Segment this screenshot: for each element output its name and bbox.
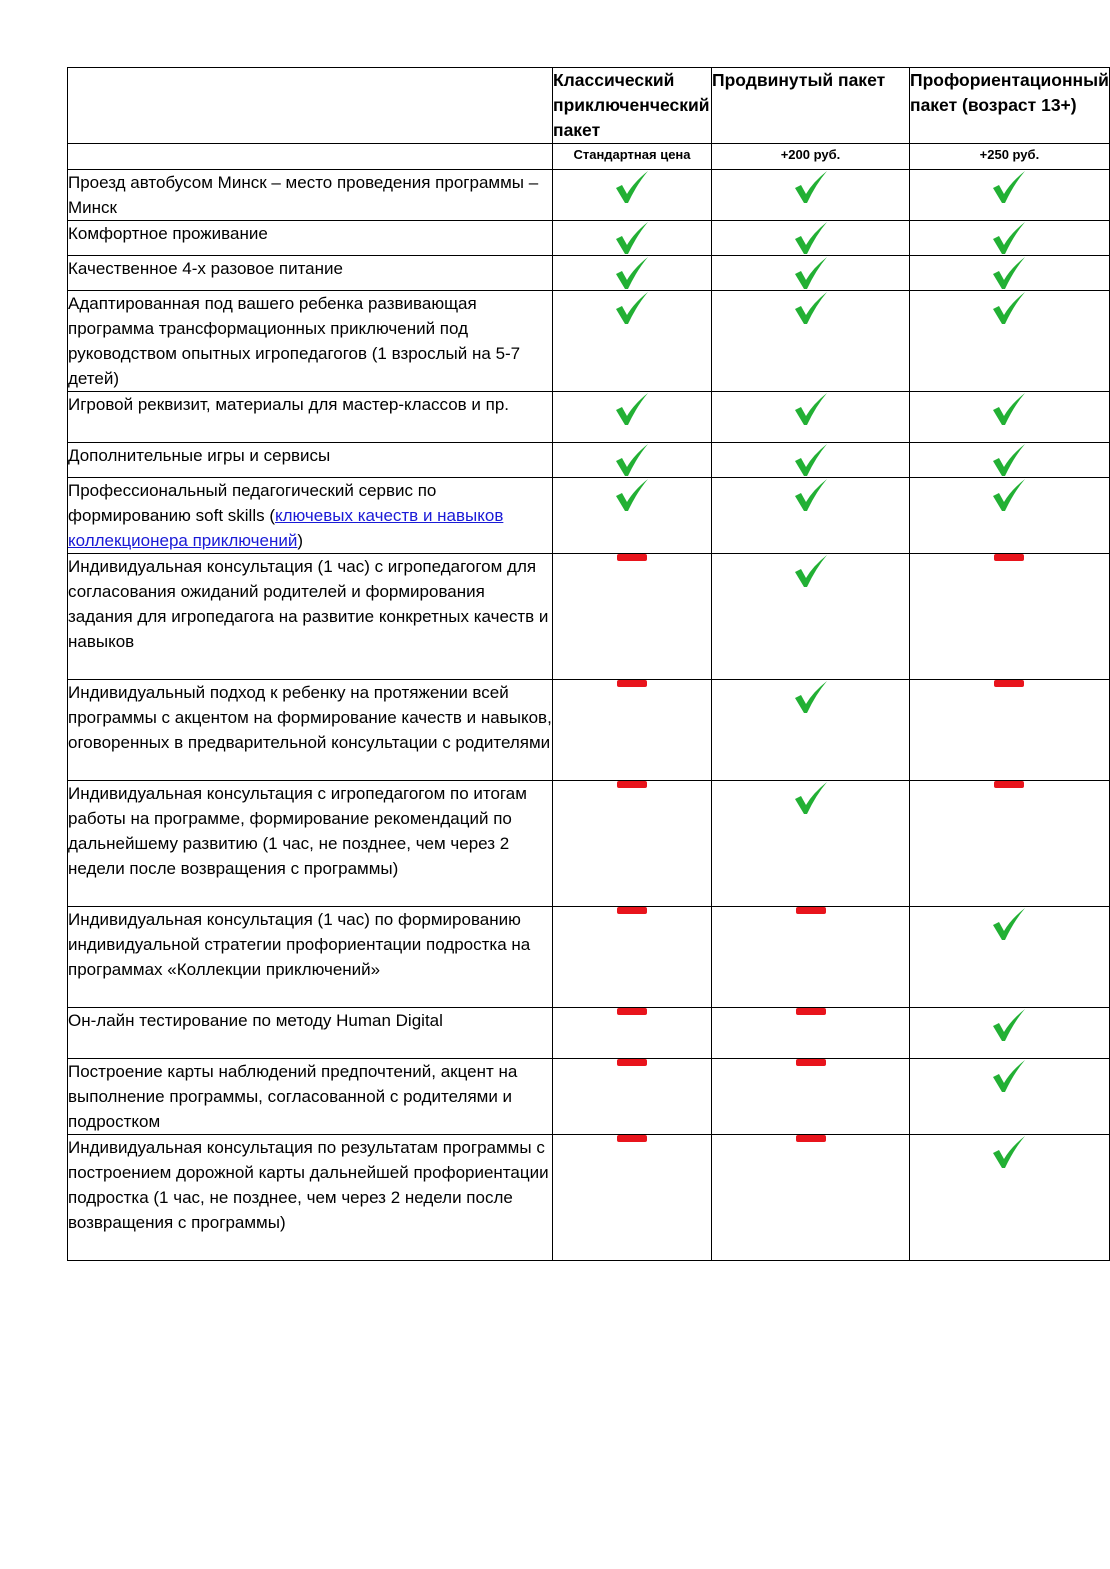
feature-text: Профессиональный педагогический сервис по формированию soft skills ( [68,481,437,525]
checkmark-icon [793,170,829,204]
feature-text: ) [297,531,304,550]
mark-cell-classic [553,781,712,907]
mark-cell-classic [553,256,712,291]
dash-icon [796,1008,826,1015]
mark-cell-career [910,907,1110,1008]
mark-cell-classic [553,478,712,554]
table-row [68,221,1110,256]
mark-cell-classic [553,907,712,1008]
dash-icon [617,907,647,914]
soft-skills-link[interactable]: ключевых качеств и навыков коллекционера приключений [68,506,504,550]
column-header-advanced: Продвинутый пакет [712,68,910,144]
mark-cell-classic [553,1008,712,1059]
feature-label: Индивидуальная консультация с игропедагогом по итогам работы на программе, формирование рекомендаций по дальнейшему развитию (1 час, не позднее, чем через 2 недели после возвращения с программы) [68,781,553,907]
checkmark-icon [793,781,829,815]
table-row [68,554,1110,680]
checkmark-icon [614,443,650,477]
packages-comparison-table [67,67,1110,1261]
mark-cell-classic [553,1059,712,1135]
mark-cell-career [910,1008,1110,1059]
mark-cell-career [910,1135,1110,1261]
feature-label: Качественное 4-х разовое питание [68,256,553,291]
checkmark-icon [793,392,829,426]
checkmark-icon [991,907,1027,941]
price-advanced: +200 руб. [712,144,910,170]
table-row [68,1059,1110,1135]
feature-label: Проезд автобусом Минск – место проведения программы – Минск [68,170,553,221]
dash-icon [617,554,647,561]
table-row [68,907,1110,1008]
checkmark-icon [793,256,829,290]
feature-label: Индивидуальная консультация (1 час) по формированию индивидуальной стратегии профориентации подростка на программах «Коллекции приключений» [68,907,553,1008]
feature-label: Он-лайн тестирование по методу Human Digital [68,1008,553,1059]
mark-cell-advanced [712,781,910,907]
dash-icon [617,1059,647,1066]
table-row [68,392,1110,443]
dash-icon [994,781,1024,788]
checkmark-icon [991,256,1027,290]
feature-label: Индивидуальная консультация (1 час) с игропедагогом для согласования ожиданий родителей и формирования задания для игропедагога на развитие конкретных качеств и навыков [68,554,553,680]
checkmark-icon [991,478,1027,512]
mark-cell-advanced [712,1135,910,1261]
feature-label [68,478,553,554]
feature-label: Комфортное проживание [68,221,553,256]
checkmark-icon [991,1135,1027,1169]
price-empty-cell [68,144,553,170]
checkmark-icon [991,392,1027,426]
mark-cell-advanced [712,443,910,478]
table-row [68,781,1110,907]
dash-icon [994,680,1024,687]
mark-cell-career [910,443,1110,478]
mark-cell-classic [553,392,712,443]
checkmark-icon [793,291,829,325]
checkmark-icon [614,291,650,325]
checkmark-icon [614,170,650,204]
dash-icon [796,907,826,914]
mark-cell-career [910,291,1110,392]
table-body [68,68,1110,1261]
mark-cell-classic [553,221,712,256]
checkmark-icon [991,443,1027,477]
table-row [68,1008,1110,1059]
price-row [68,144,1110,170]
mark-cell-career [910,781,1110,907]
dash-icon [796,1059,826,1066]
table-row [68,256,1110,291]
dash-icon [617,781,647,788]
mark-cell-advanced [712,907,910,1008]
mark-cell-advanced [712,680,910,781]
table-row [68,443,1110,478]
checkmark-icon [793,680,829,714]
checkmark-icon [793,478,829,512]
checkmark-icon [614,392,650,426]
checkmark-icon [991,1059,1027,1093]
column-header-classic: Классический приключенческий пакет [553,68,712,144]
mark-cell-advanced [712,221,910,256]
checkmark-icon [991,170,1027,204]
table-row [68,680,1110,781]
mark-cell-career [910,392,1110,443]
feature-label: Дополнительные игры и сервисы [68,443,553,478]
checkmark-icon [991,1008,1027,1042]
price-career: +250 руб. [910,144,1110,170]
table-row [68,1135,1110,1261]
checkmark-icon [793,554,829,588]
table-row [68,170,1110,221]
mark-cell-classic [553,170,712,221]
header-row [68,68,1110,144]
mark-cell-classic [553,554,712,680]
mark-cell-advanced [712,291,910,392]
mark-cell-advanced [712,256,910,291]
mark-cell-classic [553,1135,712,1261]
checkmark-icon [991,291,1027,325]
mark-cell-advanced [712,392,910,443]
checkmark-icon [614,256,650,290]
mark-cell-career [910,221,1110,256]
mark-cell-classic [553,680,712,781]
checkmark-icon [793,443,829,477]
mark-cell-advanced [712,478,910,554]
feature-label: Индивидуальный подход к ребенку на протяжении всей программы с акцентом на формирование качеств и навыков, оговоренных в предварительной консультации с родителями [68,680,553,781]
checkmark-icon [614,221,650,255]
mark-cell-advanced [712,1059,910,1135]
checkmark-icon [793,221,829,255]
mark-cell-career [910,256,1110,291]
table-row [68,291,1110,392]
header-empty-cell [68,68,553,144]
checkmark-icon [991,221,1027,255]
mark-cell-career [910,478,1110,554]
mark-cell-classic [553,443,712,478]
feature-label: Построение карты наблюдений предпочтений, акцент на выполнение программы, согласованной с родителями и подростком [68,1059,553,1135]
mark-cell-classic [553,291,712,392]
feature-label: Игровой реквизит, материалы для мастер-классов и пр. [68,392,553,443]
mark-cell-advanced [712,170,910,221]
column-header-career: Профориентационный пакет (возраст 13+) [910,68,1110,144]
mark-cell-career [910,680,1110,781]
checkmark-icon [614,478,650,512]
mark-cell-career [910,554,1110,680]
dash-icon [796,1135,826,1142]
mark-cell-advanced [712,554,910,680]
mark-cell-advanced [712,1008,910,1059]
mark-cell-career [910,1059,1110,1135]
dash-icon [617,680,647,687]
price-classic: Стандартная цена [553,144,712,170]
dash-icon [994,554,1024,561]
feature-label: Адаптированная под вашего ребенка развивающая программа трансформационных приключений под руководством опытных игропедагогов (1 взрослый на 5-7 детей) [68,291,553,392]
table-row [68,478,1110,554]
dash-icon [617,1008,647,1015]
dash-icon [617,1135,647,1142]
feature-label: Индивидуальная консультация по результатам программы с построением дорожной карты дальнейшей профориентации подростка (1 час, не позднее, чем через 2 недели после возвращения с программы) [68,1135,553,1261]
mark-cell-career [910,170,1110,221]
